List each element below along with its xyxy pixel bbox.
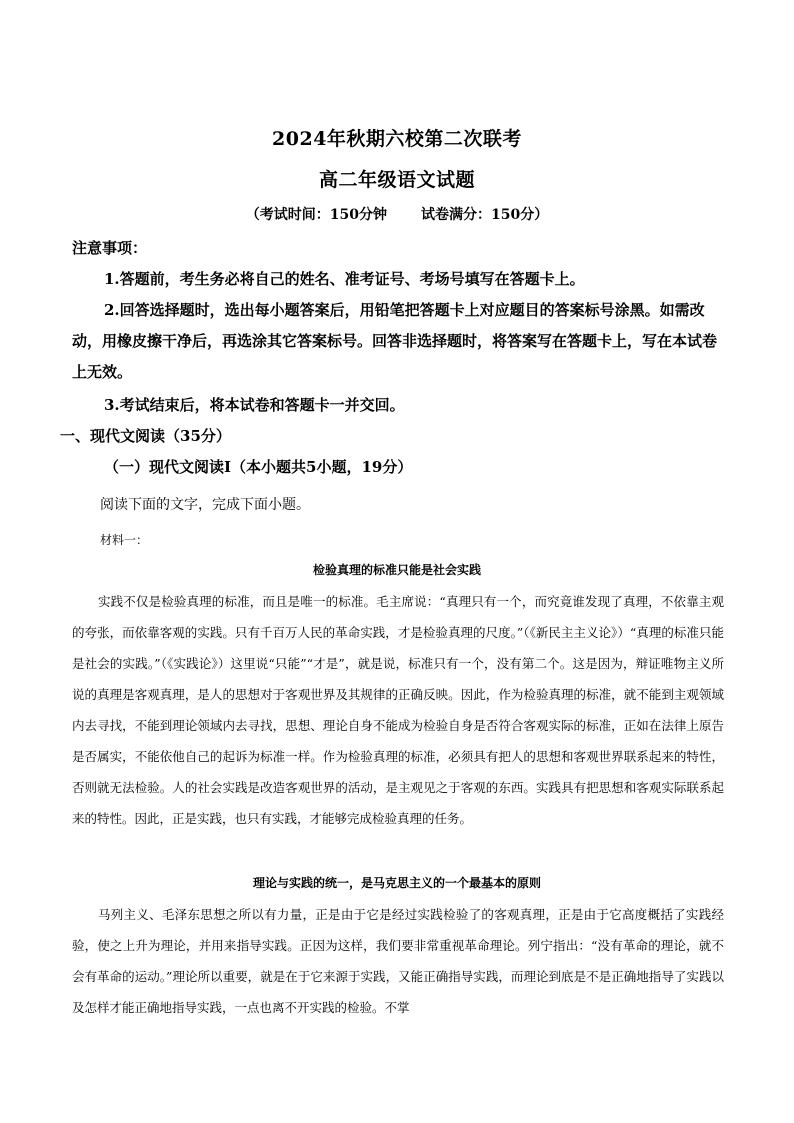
notice-item-2: 2.回答选择题时，选出每小题答案后，用铅笔把答题卡上对应题目的答案标号涂黑。如需改动，用橡皮擦干净后，再选涂其它答案标号。回答非选择题时，将答案写在答题卡上，写在本试卷上无效。: [72, 301, 718, 381]
subsection-heading: （一）现代文阅读Ⅰ（本小题共5小题，19分）: [104, 458, 413, 476]
article-paragraph-2: 马列主义、毛泽东思想之所以有力量，正是由于它是经过实践检验了的客观真理，正是由于它高度概括了实践经验，使之上升为理论，并用来指导实践。正因为这样，我们要非常重视革命理论。列宁指出：“没有革命的理论，就不会有革命的运动。”理论所以重要，就是在于它来源于实践，又能正确指导实践，而理论到底是不是正确地指导了实践以及怎样才能正确地指导实践，一点也离不开实践的检验。不掌: [72, 907, 724, 1015]
exam-subject-title: 高二年级语文试题: [318, 169, 475, 191]
material-label: 材料一：: [100, 533, 149, 547]
article-heading-1: 检验真理的标准只能是社会实践: [312, 563, 481, 577]
article-paragraph-1: 实践不仅是检验真理的标准，而且是唯一的标准。毛主席说：“真理只有一个，而究竟谁发现了真理，不依靠主观的夸张，而依靠客观的实践。只有千百万人民的革命实践，才是检验真理的尺度。”（《新民主主义论》）“真理的标准只能是社会的实践。”（《实践论》）这里说“只能”“才是”，就是说，标准只有一个，没有第二个。这是因为，辩证唯物主义所说的真理是客观真理，是人的思想对于客观世界及其规律的正确反映。因此，作为检验真理的标准，就不能到主观领域内去寻找，不能到理论领域内去寻找，思想、理论自身不能成为检验自身是否符合客观实际的标准，正如在法律上原告是否属实，不能依他自己的起诉为标准一样。作为检验真理的标准，必须具有把人的思想和客观世界联系起来的特性，否则就无法检验。人的社会实践是改造客观世界的活动，是主观见之于客观的东西。实践具有把思想和客观实际联系起来的特性。因此，正是实践，也只有实践，才能够完成检验真理的任务。: [72, 594, 724, 826]
article-heading-2: 理论与实践的统一，是马克思主义的一个最基本的原则: [252, 876, 541, 890]
notice-heading: 注意事项：: [72, 239, 148, 257]
exam-time: （考试时间：150分钟: [245, 207, 387, 223]
exam-title: 2024年秋期六校第二次联考: [272, 128, 522, 150]
reading-instruction: 阅读下面的文字，完成下面小题。: [100, 497, 310, 513]
notice-item-3: 3.考试结束后，将本试卷和答题卡一并交回。: [104, 396, 405, 414]
section-heading: 一、现代文阅读（35分）: [60, 427, 231, 445]
notice-item-1: 1.答题前，考生务必将自己的姓名、准考证号、考场号填写在答题卡上。: [104, 270, 585, 288]
exam-info: [0, 204, 794, 224]
full-score: 试卷满分：150分）: [421, 207, 549, 223]
